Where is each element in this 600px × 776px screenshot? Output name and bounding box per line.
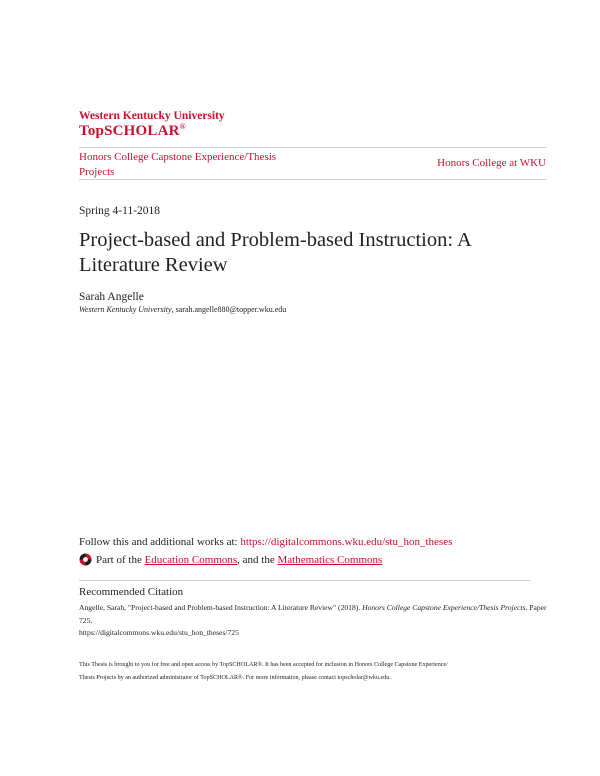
publication-date: Spring 4-11-2018 (79, 205, 161, 217)
disclaimer-line-2: Thesis Projects by an authorized administrator of TopSCHOLAR®. For more information, please contact topscholar@wku.edu. (79, 674, 391, 681)
citation-paper: . Paper 725. (79, 603, 547, 625)
paper-title: Project-based and Problem-based Instruction: A Literature Review (79, 229, 471, 276)
part-of-prefix: Part of the (96, 553, 142, 566)
department-link[interactable]: Honors College at WKU (437, 157, 546, 169)
affiliation-email: , sarah.angelle880@topper.wku.edu (171, 305, 287, 314)
affiliation-institution: Western Kentucky University (79, 305, 172, 314)
digital-commons-network-icon (79, 553, 92, 566)
author-name: Sarah Angelle (79, 291, 144, 303)
repository-name: TopSCHOLAR (79, 123, 180, 139)
mathematics-commons-link[interactable]: Mathematics Commons (277, 553, 383, 566)
registered-mark: ® (179, 122, 186, 131)
disclaimer-line-1: This Thesis is brought to you for free and open access by TopSCHOLAR®. It has been accepted for inclusion in Honors College Capstone Experience/ (79, 662, 448, 668)
divider-citation (79, 580, 530, 581)
access-disclaimer (79, 659, 549, 684)
education-commons-link[interactable]: Education Commons (144, 553, 238, 566)
divider-bottom (79, 179, 546, 180)
citation-main: Angelle, Sarah, "Project-based and Problem-based Instruction: A Literature Review" (2018). (79, 603, 363, 612)
part-of-line (79, 553, 382, 566)
institution-name: Western Kentucky University (79, 110, 225, 122)
repository-logo[interactable] (79, 122, 186, 140)
part-of-middle: , and the (237, 553, 275, 566)
collection-url-link[interactable]: https://digitalcommons.wku.edu/stu_hon_theses (240, 536, 453, 548)
divider-top (79, 147, 546, 148)
follow-line (79, 536, 452, 548)
author-affiliation (79, 305, 286, 314)
follow-prefix: Follow this and additional works at: (79, 536, 241, 548)
citation-url: https://digitalcommons.wku.edu/stu_hon_theses/725 (79, 628, 239, 637)
citation-text (79, 602, 549, 640)
recommended-citation-heading: Recommended Citation (79, 586, 184, 598)
citation-series: Honors College Capstone Experience/Thesis Projects (362, 603, 526, 612)
series-link[interactable]: Honors College Capstone Experience/Thesis Projects (79, 151, 277, 178)
